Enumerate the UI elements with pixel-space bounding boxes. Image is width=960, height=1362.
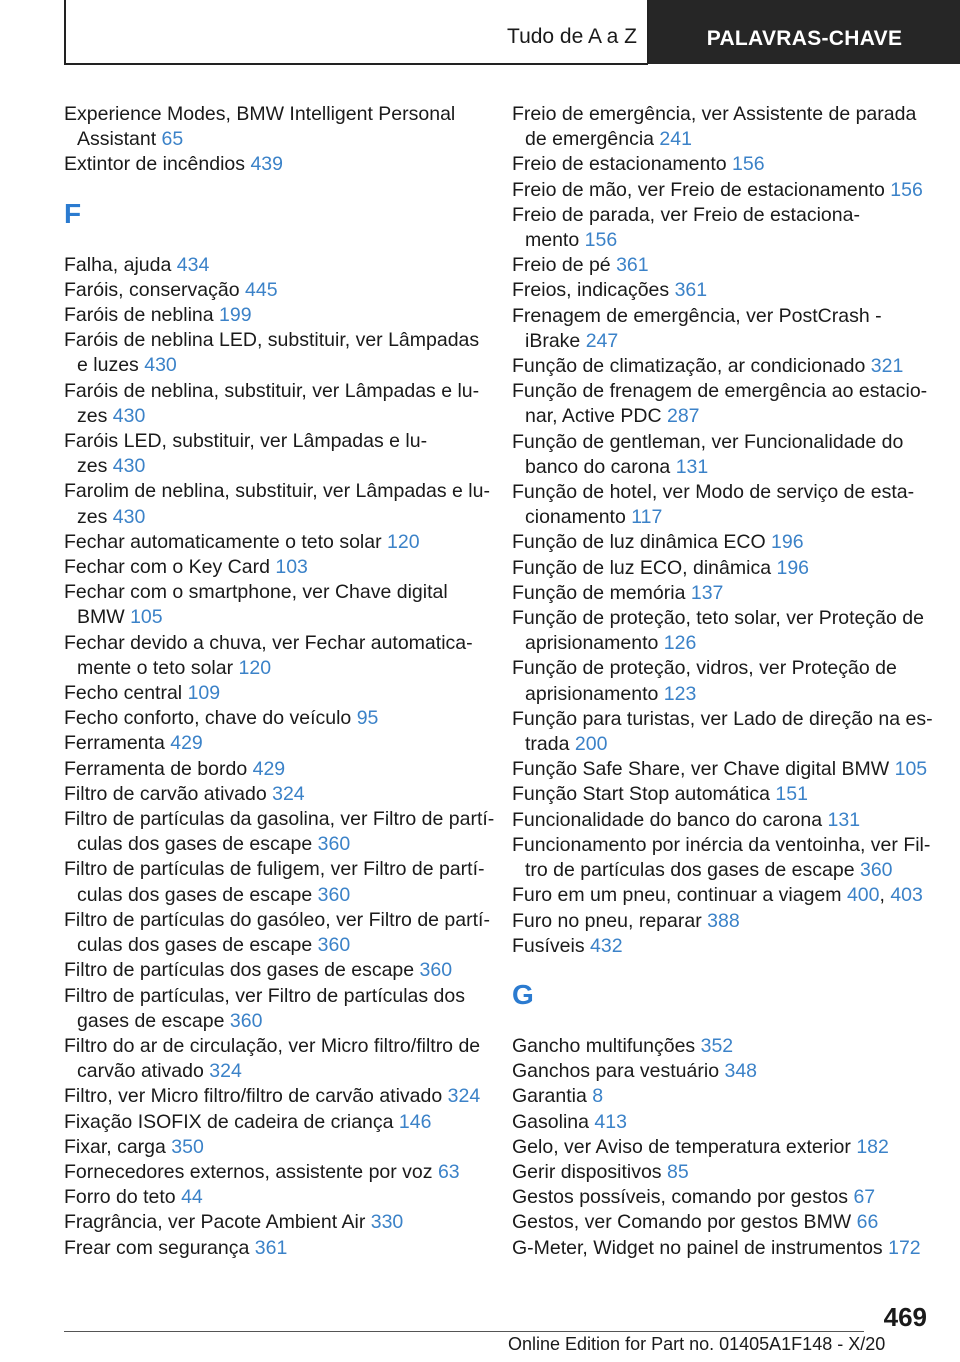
index-entry: [64, 1160, 484, 1185]
chapter-tab[interactable]: [649, 0, 960, 64]
index-entry-text: Farolim de neblina, substituir, ver Lâmpadas e lu-: [64, 480, 490, 503]
index-entry: [512, 354, 932, 379]
index-entry: [64, 1236, 484, 1261]
page-reference-link[interactable]: 123: [663, 682, 697, 705]
page-reference-link[interactable]: 85: [666, 1160, 689, 1183]
index-entry: [512, 909, 932, 934]
index-entry-text: Assistant: [77, 128, 157, 151]
page-reference-link[interactable]: 430: [112, 505, 146, 528]
index-entry: [64, 731, 484, 756]
page-reference-link[interactable]: 131: [827, 808, 861, 831]
index-entry: [512, 203, 932, 253]
index-entry-text: Filtro, ver Micro filtro/filtro de carvão ativado: [64, 1085, 443, 1108]
header-bottom-rule: [64, 63, 648, 65]
page-reference-link[interactable]: 360: [419, 959, 453, 982]
section-title: Tudo de A a Z: [507, 25, 637, 48]
index-entry: [64, 807, 495, 857]
page-reference-link[interactable]: 352: [700, 1034, 734, 1057]
page-reference-link[interactable]: 120: [238, 656, 272, 679]
index-entry-text: aprisionamento: [525, 682, 659, 705]
index-entry-text: Furo no pneu, reparar: [512, 909, 702, 932]
index-entry-text: Filtro de partículas dos gases de escape: [64, 959, 415, 982]
index-entry-text: BMW: [77, 606, 125, 629]
index-entry-text: Fecho central: [64, 682, 183, 705]
index-entry: [64, 631, 484, 681]
index-entry-text: Função de luz ECO, dinâmica: [512, 556, 772, 579]
index-entry-text: culas dos gases de escape: [77, 934, 313, 957]
index-entry: [512, 1236, 932, 1261]
index-entry: [512, 808, 932, 833]
page-reference-link[interactable]: 330: [370, 1211, 404, 1234]
index-entry-text: Funcionamento por inércia da ventoinha, ver Fil-: [512, 833, 931, 856]
index-entry: [64, 782, 484, 807]
page-reference-link[interactable]: 247: [585, 329, 619, 352]
index-entry: [512, 102, 932, 152]
index-column-left: [64, 102, 495, 1261]
index-entry-text: Gestos possíveis, comando por gestos: [512, 1186, 849, 1209]
index-entry: [512, 1110, 932, 1135]
page-reference-link[interactable]: 439: [250, 153, 283, 176]
index-entry-text: Gancho multifunções: [512, 1034, 696, 1057]
index-entry: [64, 328, 484, 378]
index-entry: [64, 102, 484, 152]
index-entry-text: Fixação ISOFIX de cadeira de criança: [64, 1110, 394, 1133]
index-entry: [512, 581, 932, 606]
index-entry: [512, 1059, 932, 1084]
index-entry-text: Furo em um pneu, continuar a viagem: [512, 884, 842, 907]
page-reference-link[interactable]: 105: [130, 606, 163, 629]
index-entry: [512, 530, 932, 555]
page-reference-link[interactable]: 172: [888, 1236, 921, 1259]
page-reference-link[interactable]: 156: [732, 153, 765, 176]
page-reference-link[interactable]: 403: [890, 884, 923, 907]
index-entry-text: Faróis de neblina LED, substituir, ver Lâmpadas: [64, 329, 480, 352]
page-reference-link[interactable]: 44: [181, 1186, 203, 1209]
page-reference-link[interactable]: 361: [674, 279, 708, 302]
index-entry-text: mento: [525, 229, 580, 252]
index-entry-text: Função de luz dinâmica ECO: [512, 531, 766, 554]
index-entry-text: Fragrância, ver Pacote Ambient Air: [64, 1211, 366, 1234]
index-entry-text: Frear com segurança: [64, 1236, 250, 1259]
index-entry: [512, 782, 932, 807]
index-entry-text: gases de escape: [77, 1009, 225, 1032]
page-reference-link[interactable]: 430: [112, 404, 146, 427]
index-entry-text: Filtro de partículas do gasóleo, ver Filtro de partí-: [64, 908, 490, 931]
index-entry-text: Função de proteção, vidros, ver Proteção de: [512, 657, 897, 680]
index-entry: Furo em um pneu, continuar a viagem 400, 403: [512, 884, 923, 907]
page-reference-link[interactable]: 432: [590, 934, 623, 957]
index-entry: [512, 1210, 932, 1235]
index-entry: [512, 656, 932, 706]
page-reference-link[interactable]: 156: [584, 229, 618, 252]
page-reference-link[interactable]: 103: [275, 556, 308, 579]
index-entry-text: Freio de parada, ver Freio de estaciona-: [512, 203, 860, 226]
index-entry-text: Ferramenta: [64, 732, 165, 755]
index-entry-text: Falha, ajuda: [64, 253, 172, 276]
index-entry: [512, 1084, 932, 1109]
page-reference-link[interactable]: 324: [272, 782, 305, 805]
index-entry: [64, 757, 484, 782]
index-entry: [512, 707, 932, 757]
index-entry-text: Gasolina: [512, 1110, 589, 1133]
index-entry: [512, 1185, 932, 1210]
page-reference-link[interactable]: 156: [890, 178, 923, 201]
index-column-right: [512, 102, 932, 1261]
index-entry-text: zes: [77, 404, 108, 427]
index-entry: [64, 555, 484, 580]
index-entry-text: Freio de emergência, ver Assistente de parada: [512, 103, 917, 125]
page-reference-link[interactable]: 348: [724, 1060, 758, 1083]
index-entry-text: trada: [525, 733, 570, 756]
page-reference-link[interactable]: 430: [144, 354, 177, 377]
index-entry: [64, 479, 490, 529]
index-entry-text: Gelo, ver Aviso de temperatura exterior: [512, 1135, 851, 1158]
index-entry: [64, 530, 484, 555]
page-reference-link[interactable]: 146: [398, 1110, 432, 1133]
index-entry-text: Função de proteção, teto solar, ver Proteção de: [512, 607, 924, 630]
page-reference-link[interactable]: 360: [317, 883, 351, 906]
page-reference-link[interactable]: 361: [616, 254, 649, 277]
index-entry-text: Fechar automaticamente o teto solar: [64, 530, 382, 553]
page-reference-link[interactable]: 429: [170, 732, 203, 755]
index-entry-text: Função de climatização, ar condicionado: [512, 355, 866, 378]
page-reference-link[interactable]: 65: [161, 128, 184, 151]
index-entry-text: cionamento: [525, 506, 626, 529]
page-reference-link[interactable]: 429: [252, 757, 286, 780]
index-entry-text: Garantia: [512, 1085, 587, 1108]
index-entry-text: Freios, indicações: [512, 279, 670, 302]
page-reference-link[interactable]: 109: [187, 682, 221, 705]
index-entry: [64, 278, 484, 303]
index-entry: [64, 429, 484, 479]
index-entry: [64, 303, 484, 328]
index-entry: [64, 1084, 484, 1109]
index-entry-text: G-Meter, Widget no painel de instrumentos: [512, 1236, 883, 1259]
index-entry-text: Filtro de partículas de fuligem, ver Filtro de partí-: [64, 858, 485, 881]
index-entry-text: Filtro do ar de circulação, ver Micro filtro/filtro de: [64, 1034, 481, 1057]
index-entry-text: Função de gentleman, ver Funcionalidade do: [512, 430, 904, 453]
page-reference-link[interactable]: 196: [776, 556, 810, 579]
index-entry-text: Forro do teto: [64, 1186, 176, 1209]
page-reference-link[interactable]: 66: [856, 1211, 879, 1234]
index-entry-text: Freio de pé: [512, 254, 611, 277]
page-reference-link[interactable]: 95: [356, 707, 379, 730]
index-entry: [64, 908, 490, 958]
index-entry: [512, 304, 932, 354]
index-entry-text: Faróis de neblina: [64, 304, 214, 327]
index-entry-text: Fecho conforto, chave do veículo: [64, 707, 352, 730]
header-left-rule: [64, 0, 66, 64]
index-entry: [512, 934, 932, 959]
index-entry-text: culas dos gases de escape: [77, 833, 313, 856]
index-entry-text: Filtro de partículas, ver Filtro de partículas dos: [64, 984, 465, 1007]
page-reference-link[interactable]: 360: [859, 859, 893, 882]
index-entry-text: e luzes: [77, 354, 139, 377]
index-entry-text: mente o teto solar: [77, 656, 234, 679]
index-entry: [64, 1210, 484, 1235]
page-reference-link[interactable]: 324: [447, 1085, 481, 1108]
index-entry: [64, 152, 484, 177]
index-entry-text: carvão ativado: [77, 1060, 204, 1083]
index-entry-text: Filtro de carvão ativado: [64, 782, 267, 805]
index-entry: [512, 1034, 932, 1059]
index-entry-text: Fechar devido a chuva, ver Fechar automatica-: [64, 631, 473, 654]
page-reference-link[interactable]: 360: [317, 934, 351, 957]
index-entry: [512, 556, 932, 581]
index-entry-text: zes: [77, 505, 108, 528]
index-entry: [512, 833, 932, 883]
index-entry: [64, 1110, 484, 1135]
index-entry-text: Faróis LED, substituir, ver Lâmpadas e lu-: [64, 430, 428, 453]
index-entry-text: aprisionamento: [525, 632, 659, 655]
page-reference-link[interactable]: 430: [112, 455, 146, 478]
page-reference-link[interactable]: 200: [574, 733, 608, 756]
page-reference-link[interactable]: 151: [775, 783, 808, 806]
index-entry-text: iBrake: [525, 329, 581, 352]
index-entry-text: Faróis, conservação: [64, 278, 240, 301]
footer-rule: [64, 1331, 864, 1332]
index-entry: [512, 152, 932, 177]
index-entry-text: tro de partículas dos gases de escape: [525, 859, 855, 882]
index-entry: [64, 958, 484, 983]
index-entry-text: Fechar com o Key Card: [64, 556, 270, 579]
page-reference-link[interactable]: 287: [666, 405, 700, 428]
index-entry: [512, 480, 932, 530]
page-reference-link[interactable]: 350: [171, 1135, 204, 1158]
index-entry-text: Função Safe Share, ver Chave digital BMW: [512, 758, 890, 781]
page-reference-link[interactable]: 105: [894, 758, 928, 781]
index-entry-text: de emergência: [525, 128, 654, 151]
page-reference-link[interactable]: 321: [870, 355, 904, 378]
index-entry-text: Faróis de neblina, substituir, ver Lâmpadas e lu-: [64, 379, 480, 402]
page-reference-link[interactable]: 131: [675, 455, 709, 478]
index-entry: [64, 580, 484, 630]
page-reference-link[interactable]: 388: [707, 909, 740, 932]
index-entry-text: Gerir dispositivos: [512, 1160, 662, 1183]
page-reference-link[interactable]: 63: [437, 1160, 460, 1183]
index-entry: [512, 1160, 932, 1185]
index-entry-text: Experience Modes, BMW Intelligent Personal: [64, 103, 456, 125]
index-entry: [512, 757, 932, 782]
page-reference-link[interactable]: 182: [856, 1135, 889, 1158]
index-entry-text: Fixar, carga: [64, 1135, 166, 1158]
index-entry-text: Frenagem de emergência, ver PostCrash -: [512, 304, 882, 327]
index-entry-text: Fornecedores externos, assistente por voz: [64, 1160, 433, 1183]
index-entry-text: Filtro de partículas da gasolina, ver Filtro de partí-: [64, 808, 495, 831]
index-letter-heading: G: [512, 978, 534, 1010]
page-number: 469: [883, 1302, 927, 1332]
index-entry: [512, 379, 932, 429]
page-reference-link[interactable]: 434: [176, 253, 210, 276]
index-entry: [64, 984, 484, 1034]
page-reference-link[interactable]: 361: [254, 1236, 288, 1259]
index-entry-text: Função de frenagem de emergência ao estacio-: [512, 380, 928, 403]
page-reference-link[interactable]: 400: [846, 884, 880, 907]
index-entry: [64, 706, 484, 731]
page-reference-link[interactable]: 324: [209, 1060, 242, 1083]
page-reference-link[interactable]: 360: [317, 833, 351, 856]
index-entry-text: Ganchos para vestuário: [512, 1060, 720, 1083]
page-reference-link[interactable]: 413: [594, 1110, 627, 1133]
index-entry: [64, 379, 484, 429]
index-entry: [512, 178, 932, 203]
index-entry: [64, 253, 484, 278]
index-entry-text: Freio de estacionamento: [512, 153, 727, 176]
index-entry: [64, 1135, 484, 1160]
index-entry: [512, 253, 932, 278]
page-reference-link[interactable]: 8: [592, 1085, 604, 1108]
page-reference-link[interactable]: 445: [245, 278, 278, 301]
page-reference-link[interactable]: 117: [631, 506, 663, 529]
chapter-tab-label: PALAVRAS-CHAVE: [706, 27, 903, 50]
page-reference-link[interactable]: 67: [853, 1186, 876, 1209]
index-entry-text: Fechar com o smartphone, ver Chave digital: [64, 581, 448, 604]
index-entry-text: Funcionalidade do banco do carona: [512, 808, 823, 831]
index-entry-text: nar, Active PDC: [525, 405, 662, 428]
index-entry-text: Fusíveis: [512, 934, 585, 957]
index-entry-text: banco do carona: [525, 455, 671, 478]
index-entry-text: Função de memória: [512, 581, 686, 604]
page-reference-link[interactable]: 360: [229, 1009, 263, 1032]
index-entry-text: Extintor de incêndios: [64, 153, 246, 176]
index-entry: [64, 857, 484, 907]
index-entry: [512, 1135, 932, 1160]
page-reference-link[interactable]: 120: [387, 530, 420, 553]
index-entry: [512, 430, 932, 480]
index-letter-heading: F: [64, 197, 82, 229]
page-reference-link[interactable]: 241: [659, 128, 692, 151]
page-reference-link[interactable]: 126: [663, 632, 697, 655]
page-reference-link[interactable]: 137: [690, 581, 724, 604]
index-entry-text: Função para turistas, ver Lado de direção na es-: [512, 707, 933, 730]
page-reference-link[interactable]: 199: [219, 304, 252, 327]
index-entry-text: zes: [77, 455, 108, 478]
index-entry-text: Função Start Stop automática: [512, 783, 770, 806]
index-entry-text: Ferramenta de bordo: [64, 757, 248, 780]
index-entry-text: Freio de mão, ver Freio de estacionamento: [512, 178, 885, 201]
index-entry-text: Função de hotel, ver Modo de serviço de esta-: [512, 481, 915, 504]
index-entry-text: culas dos gases de escape: [77, 883, 313, 906]
index-entry: [64, 681, 484, 706]
index-entry: [64, 1034, 484, 1084]
footer-edition: Online Edition for Part no. 01405A1F148 - X/20: [508, 1334, 886, 1354]
index-entry: [64, 1185, 484, 1210]
page-reference-link[interactable]: 196: [771, 531, 804, 554]
index-entry-text: Gestos, ver Comando por gestos BMW: [512, 1211, 852, 1234]
index-entry: [512, 606, 932, 656]
index-entry: [512, 278, 932, 303]
